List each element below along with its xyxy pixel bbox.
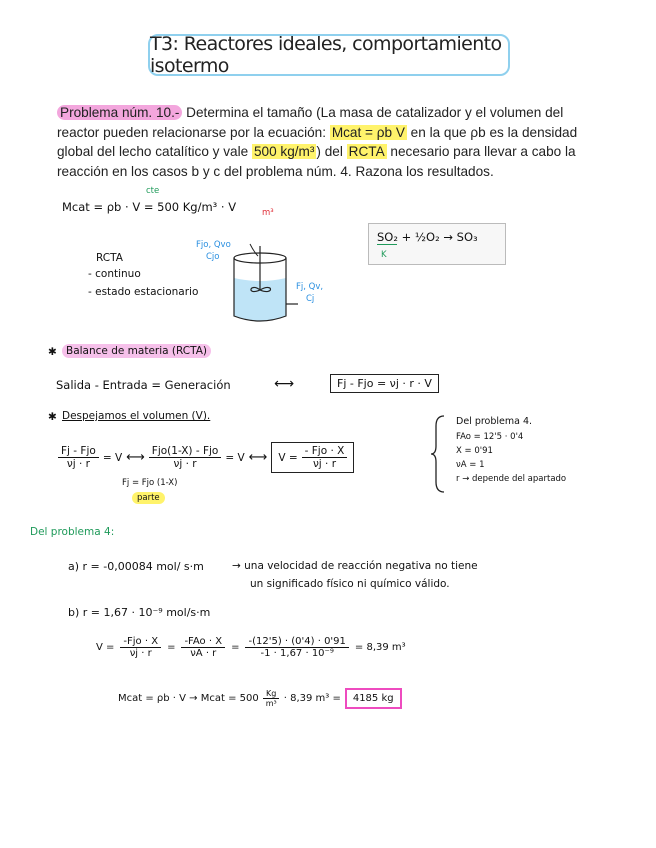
fraction-1-num: Fj - Fjo [58, 445, 99, 458]
part-b-frac-b [181, 636, 225, 659]
fraction-3-den: νj · r [312, 458, 337, 470]
volume-label: V = [278, 451, 298, 464]
mcat-line: Mcat = ρb · V = 500 Kg/m³ · V [62, 200, 237, 214]
part-b-label: b) r = 1,67 · 10⁻⁹ mol/s·m [68, 606, 211, 619]
reaction-equation: SO₂ + ½O₂ → SO₃ [377, 230, 478, 244]
fromproblem-x: X = 0'91 [456, 446, 493, 456]
double-arrow-icon-3: ⟷ [248, 450, 268, 465]
bullet-icon-2: ✱ [48, 411, 57, 423]
double-arrow-icon-2: ⟷ [126, 450, 145, 465]
part-b-frac-c [245, 636, 348, 659]
part-b-frac-b-num: -FAo · X [181, 636, 225, 648]
reactor-inlet-conc: Cjo [206, 252, 220, 262]
fraction-2 [149, 445, 222, 470]
reaction-box [368, 223, 506, 265]
reactor-inlet: Fjo, Qvo [196, 240, 231, 250]
despejamos-heading: Despejamos el volumen (V). [62, 410, 211, 422]
rcta-label: RCTA [348, 144, 385, 159]
fromproblem-r: r → depende del apartado [456, 474, 567, 484]
despejamos-row [58, 442, 354, 473]
part-b-tail: · 8,39 m³ = [283, 693, 341, 704]
problem-text-1: Determina el tamaño (La masa de catalizador y el volumen del reactor pueden relacionarse por la ecuación: [57, 105, 564, 140]
fraction-1-den: νj · r [66, 458, 90, 470]
balance-boxed-equation: Fj - Fjo = νj · r · V [330, 374, 439, 393]
del-problema-4: Del problema 4: [30, 526, 115, 538]
problem-statement [57, 103, 607, 181]
part-b-kg: Kg [263, 689, 279, 699]
reactor-tank-icon [220, 240, 300, 330]
part-b-v: V = [96, 642, 115, 653]
reactor-outlet-conc: Cj [306, 294, 315, 304]
fj-note: Fj = Fjo (1-X) [122, 478, 178, 488]
part-a-text-2: un significado físico ni químico válido. [250, 578, 450, 590]
equals-v-2: = V [225, 451, 245, 464]
problem-text-3: ) del [316, 144, 347, 159]
reaction-underline [377, 244, 397, 245]
reaction-k: K [381, 250, 387, 260]
fraction-2-den: νj · r [173, 458, 197, 470]
part-b-mcat-row [118, 688, 402, 709]
bullet-icon: ✱ [48, 346, 57, 358]
part-b-volume-row [96, 636, 406, 659]
part-b-frac-c-den: -1 · 1,67 · 10⁻⁹ [260, 648, 334, 659]
fraction-3-num: - Fjo · X [302, 445, 348, 458]
part-a-text-1: → una velocidad de reacción negativa no tiene [232, 560, 478, 572]
part-b-frac-a-den: νj · r [129, 648, 152, 659]
part-b-mcat-text: Mcat = ρb · V → Mcat = 500 [118, 693, 259, 704]
part-b-frac-a-num: -Fjo · X [120, 636, 161, 648]
problem-text-4: necesario para llevar a cabo la reacción en los casos b y c del problema núm. 4. Razona los resultados. [57, 144, 576, 179]
problem-text-2: en la que ρb es la densidad global del lecho catalítico y vale [57, 124, 578, 159]
reactor-outlet: Fj, Qv, [296, 282, 324, 292]
final-result-box: 4185 kg [345, 688, 402, 709]
fraction-1 [58, 445, 99, 470]
cte-note: cte [146, 186, 160, 196]
fromproblem-fao: FAo = 12'5 · 0'4 [456, 432, 524, 442]
reactor-item-continuo: - continuo [88, 268, 141, 280]
part-b-density-frac [263, 689, 280, 708]
part-b-volume-result: = 8,39 m³ [354, 642, 406, 653]
parte-note: parte [132, 492, 165, 504]
fraction-2-num: Fjo(1-X) - Fjo [149, 445, 222, 458]
part-b-frac-c-num: -(12'5) · (0'4) · 0'91 [245, 636, 348, 648]
mcat-equation: Mcat = ρb V [331, 124, 405, 140]
density-value: 500 kg/m³ [253, 144, 315, 159]
fromproblem-va: νA = 1 [456, 460, 485, 470]
page-title: T3: Reactores ideales, comportamiento isotermo [148, 34, 510, 76]
equals-sign: = [167, 642, 176, 653]
part-b-frac-b-den: νA · r [190, 648, 217, 659]
balance-equation: Salida - Entrada = Generación [56, 378, 231, 392]
part-b-frac-a [120, 636, 161, 659]
reactor-title: RCTA [96, 252, 123, 264]
balance-heading: Balance de materia (RCTA) [62, 344, 211, 358]
equals-sign-2: = [231, 642, 240, 653]
equals-v-1: = V [102, 451, 123, 464]
part-a-label: a) r = -0,00084 mol/ s·m [68, 560, 204, 573]
part-b-m3: m³ [265, 699, 277, 708]
fromproblem-title: Del problema 4. [456, 416, 533, 427]
reactor-item-estacionario: - estado estacionario [88, 286, 199, 298]
mcat-units: m³ [262, 208, 274, 218]
curly-brace-icon [430, 414, 446, 494]
volume-boxed-equation [271, 442, 354, 473]
fraction-3 [302, 445, 348, 470]
problem-label: Problema núm. 10.- [57, 105, 182, 120]
double-arrow-icon: ⟷ [274, 376, 295, 392]
